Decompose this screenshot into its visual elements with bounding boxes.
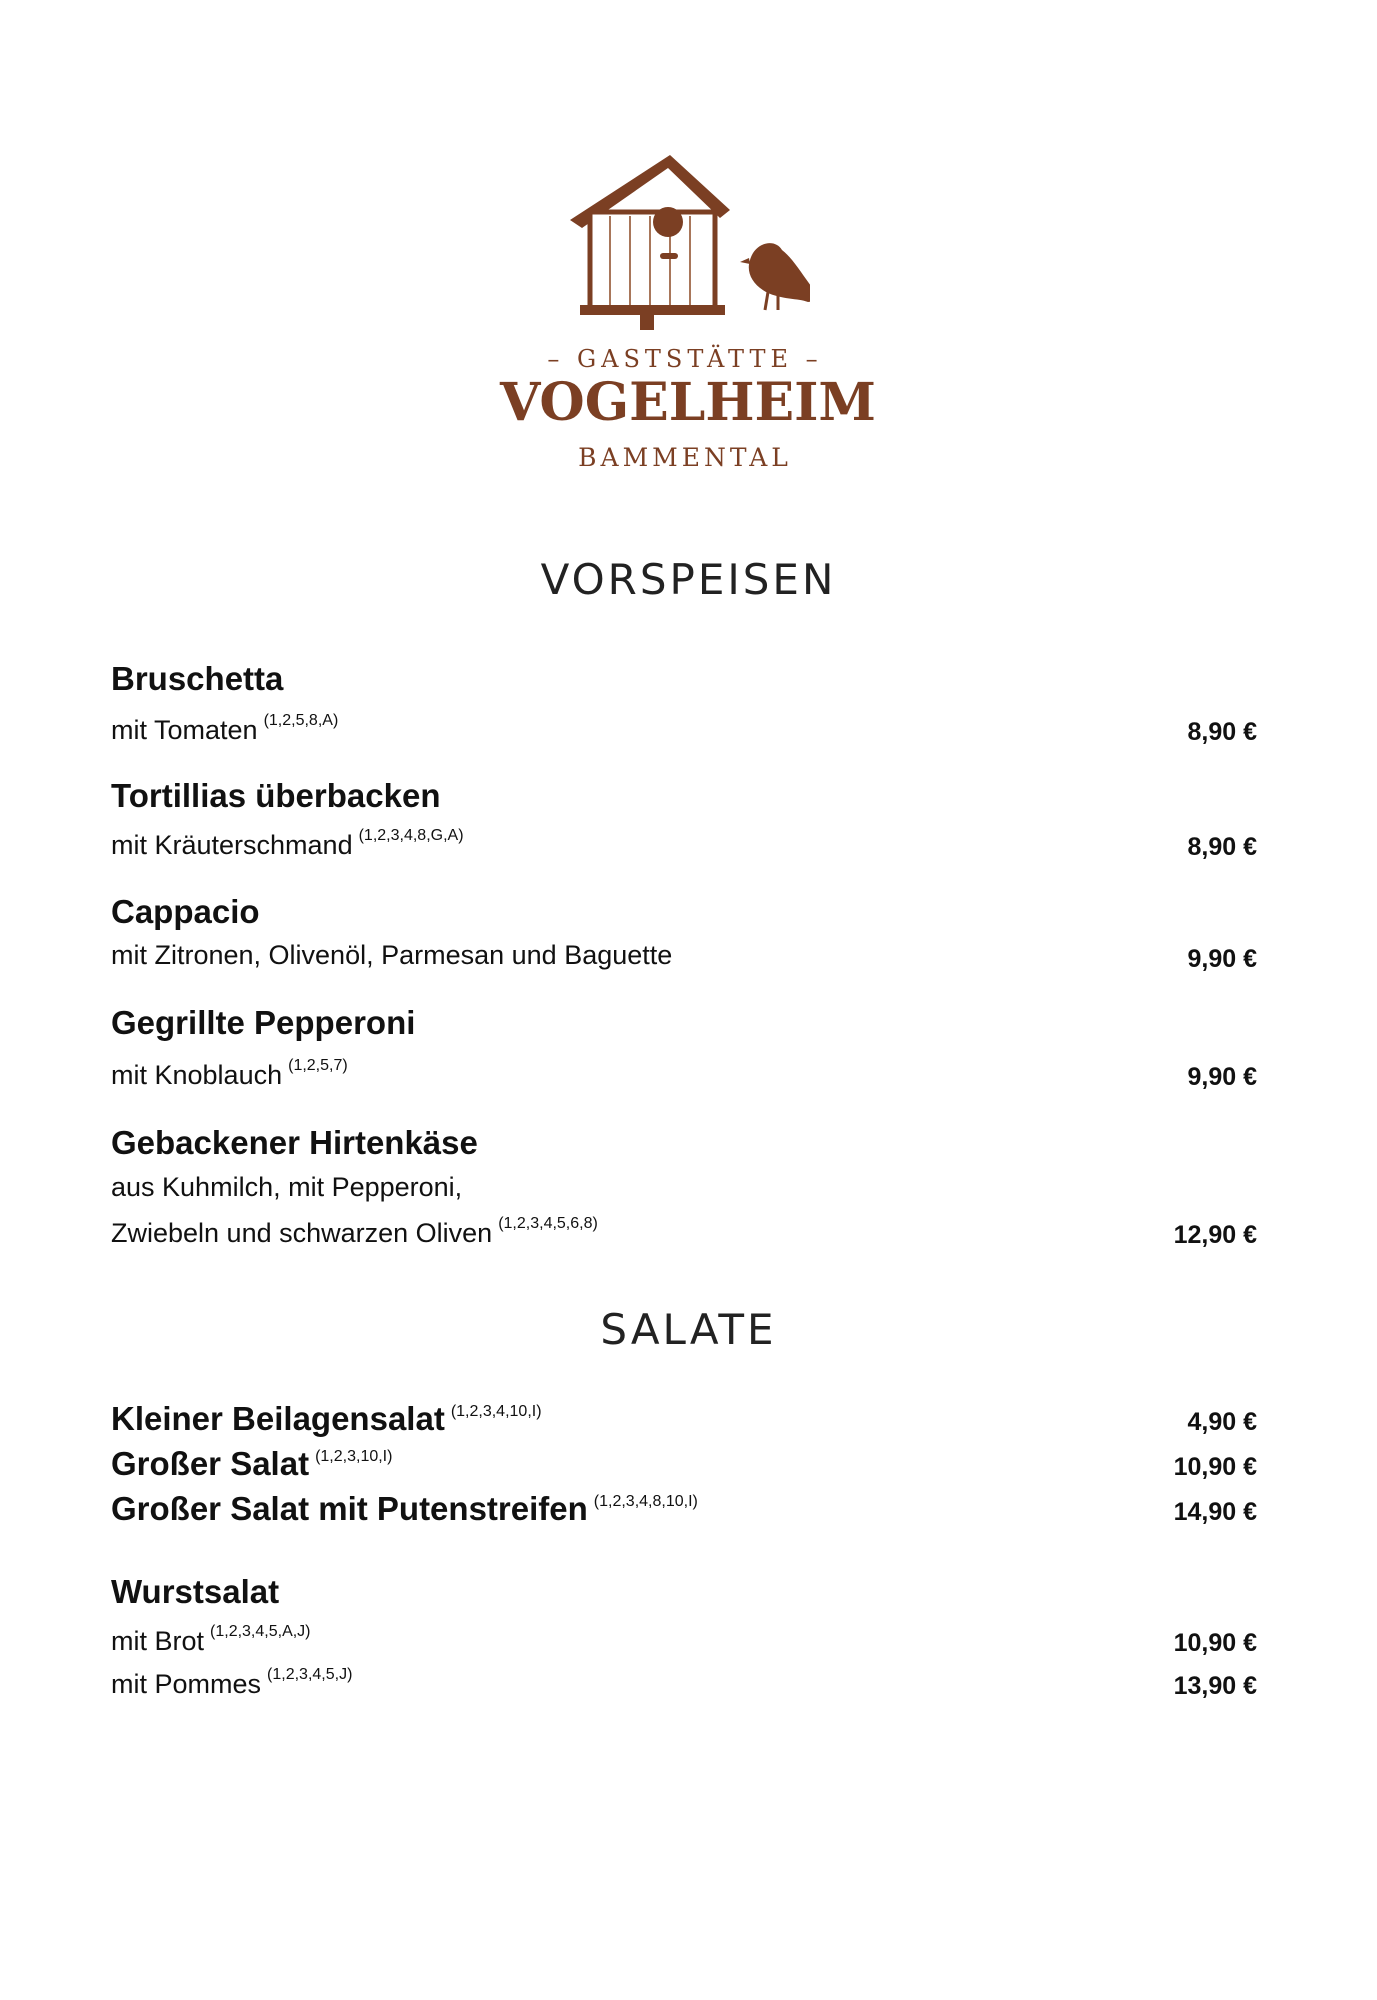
menu-item-price: 14,90 € [1173, 1498, 1257, 1526]
menu-item-description: mit Kräuterschmand $^{(1,2,3,4,8,G,A)}$ [111, 827, 464, 860]
menu-item-name: Gegrillte Pepperoni [111, 1004, 416, 1041]
allergen-codes: (1,2,3,10,I) [315, 1448, 393, 1465]
restaurant-logo [500, 150, 876, 480]
allergen-codes: (1,2,3,4,5,J) [267, 1666, 353, 1683]
menu-item-price: 10,90 € [1173, 1629, 1257, 1657]
allergen-codes: (1,2,3,4,8,10,I) [593, 1493, 698, 1510]
section-title-salate: SALATE [600, 1305, 777, 1354]
allergen-codes: (1,2,5,7) [288, 1057, 348, 1074]
menu-item-price: 9,90 € [1187, 1063, 1257, 1091]
menu-item-name: Kleiner Beilagensalat $^{(1,2,3,4,10,I)}$ [111, 1400, 542, 1437]
allergen-codes: (1,2,3,4,5,6,8) [498, 1215, 598, 1232]
menu-item-name: Tortillias überbacken [111, 777, 441, 814]
menu-item-price: 4,90 € [1187, 1408, 1257, 1436]
menu-item-price: 13,90 € [1173, 1672, 1257, 1700]
menu-item-price: 9,90 € [1187, 945, 1257, 973]
menu-item-description: mit Zitronen, Olivenöl, Parmesan und Baguette [111, 940, 673, 970]
menu-item-description: mit Tomaten $^{(1,2,5,8,A)}$ [111, 712, 339, 745]
menu-item-description: mit Knoblauch $^{(1,2,5,7)}$ [111, 1057, 348, 1090]
section-title-vorspeisen: VORSPEISEN [540, 555, 837, 604]
menu-item-name: Bruschetta [111, 660, 284, 697]
menu-item-name: Großer Salat mit Putenstreifen $^{(1,2,3,4,8,10,I)}$ [111, 1490, 698, 1527]
menu-item-price: 12,90 € [1173, 1221, 1257, 1249]
menu-item-description: mit Brot $^{(1,2,3,4,5,A,J)}$ [111, 1623, 311, 1656]
birdhouse-icon [560, 150, 810, 330]
menu-item-name: Gebackener Hirtenkäse [111, 1124, 478, 1161]
allergen-codes: (1,2,3,4,8,G,A) [358, 827, 464, 844]
logo-line-bammental: BAMMENTAL [578, 443, 792, 472]
allergen-codes: (1,2,3,4,5,A,J) [210, 1623, 311, 1640]
menu-item-description: Zwiebeln und schwarzen Oliven $^{(1,2,3,4,5,6,8)}$ [111, 1215, 598, 1248]
menu-item-price: 8,90 € [1187, 718, 1257, 746]
menu-item-price: 10,90 € [1173, 1453, 1257, 1481]
menu-item-name: Wurstsalat [111, 1573, 280, 1610]
menu-item-name: Großer Salat $^{(1,2,3,10,I)}$ [111, 1445, 393, 1482]
menu-item-name: Cappacio [111, 893, 260, 930]
menu-item-description: mit Pommes $^{(1,2,3,4,5,J)}$ [111, 1666, 353, 1699]
logo-line-gaststaette: – GASTSTÄTTE – [547, 345, 823, 373]
menu-item-description: aus Kuhmilch, mit Pepperoni, [111, 1172, 463, 1202]
menu-item-price: 8,90 € [1187, 833, 1257, 861]
allergen-codes: (1,2,5,8,A) [263, 712, 339, 729]
allergen-codes: (1,2,3,4,10,I) [450, 1403, 542, 1420]
logo-line-vogelheim: VOGELHEIM [500, 372, 876, 433]
